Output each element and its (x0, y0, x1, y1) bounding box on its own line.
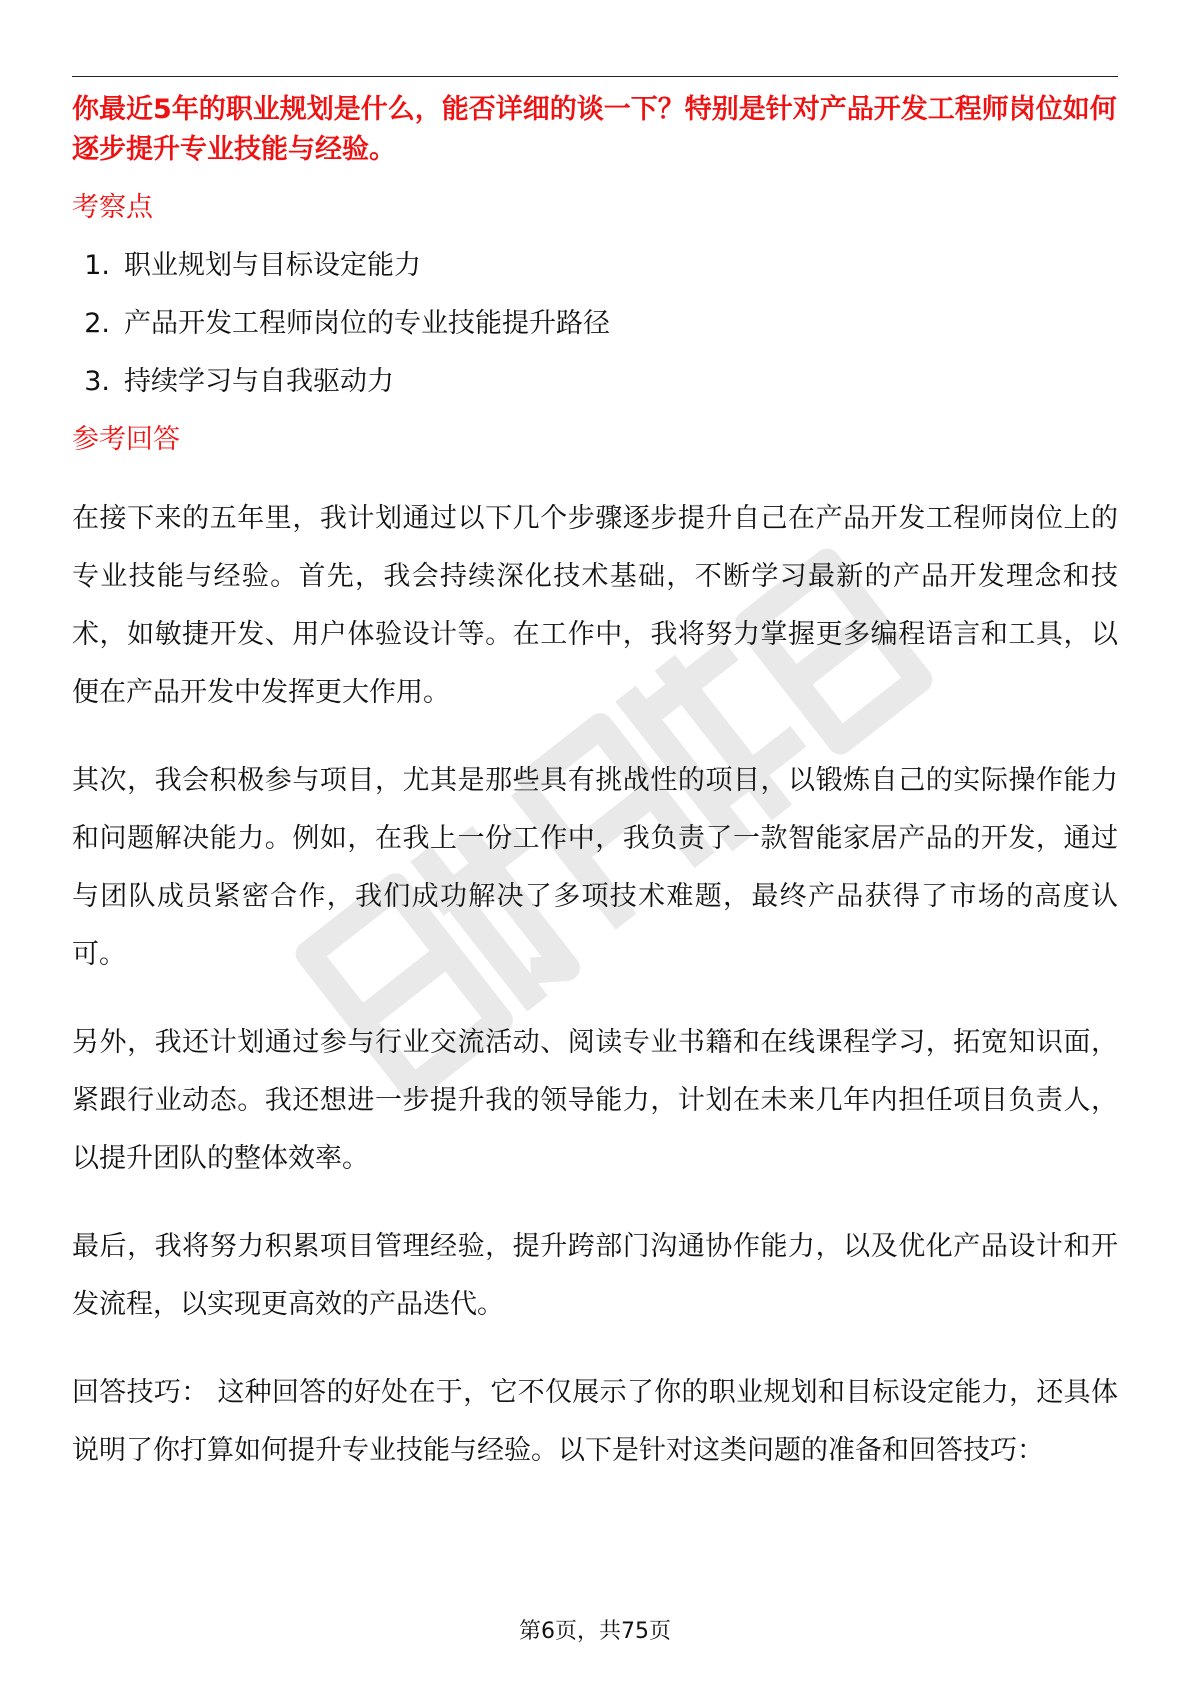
top-rule (72, 76, 1118, 77)
list-item-text: 职业规划与目标设定能力 (124, 250, 421, 281)
question-heading: 你最近5年的职业规划是什么，能否详细的谈一下？特别是针对产品开发工程师岗位如何逐步提升专业技能与经验。 (72, 94, 1117, 165)
answer-paragraph: 在接下来的五年里，我计划通过以下几个步骤逐步提升自己在产品开发工程师岗位上的专业技能与经验。首先，我会持续深化技术基础，不断学习最新的产品开发理念和技术，如敏捷开发、用户体验设计等。在工作中，我将努力掌握更多编程语言和工具，以便在产品开发中发挥更大作用。 (72, 503, 1118, 708)
answer-paragraph: 最后，我将努力积累项目管理经验，提升跨部门沟通协作能力，以及优化产品设计和开发流程，以实现更高效的产品迭代。 (72, 1231, 1118, 1320)
list-item (72, 246, 1118, 286)
answer-tips-paragraph: 回答技巧： 这种回答的好处在于，它不仅展示了你的职业规划和目标设定能力，还具体说明了你打算如何提升专业技能与经验。以下是针对这类问题的准备和回答技巧： (72, 1377, 1118, 1466)
list-item-text: 产品开发工程师岗位的专业技能提升路径 (124, 308, 610, 339)
examination-points-list (72, 246, 1118, 402)
page-number-footer: 第6页，共75页 (519, 1619, 671, 1644)
list-item (72, 362, 1118, 402)
reference-answer-title: 参考回答 (72, 424, 180, 455)
list-number: 3. (84, 366, 110, 397)
list-item-text: 持续学习与自我驱动力 (124, 366, 394, 397)
list-number: 1. (84, 250, 110, 281)
answer-paragraph: 另外，我还计划通过参与行业交流活动、阅读专业书籍和在线课程学习，拓宽知识面，紧跟行业动态。我还想进一步提升我的领导能力，计划在未来几年内担任项目负责人，以提升团队的整体效率。 (72, 1027, 1118, 1174)
page-content (72, 90, 1118, 1480)
examination-points-title: 考察点 (72, 192, 153, 223)
list-number: 2. (84, 308, 110, 339)
list-item (72, 304, 1118, 344)
answer-paragraph: 其次，我会积极参与项目，尤其是那些具有挑战性的项目，以锻炼自己的实际操作能力和问题解决能力。例如，在我上一份工作中，我负责了一款智能家居产品的开发，通过与团队成员紧密合作，我们成功解决了多项技术难题，最终产品获得了市场的高度认可。 (72, 765, 1118, 970)
